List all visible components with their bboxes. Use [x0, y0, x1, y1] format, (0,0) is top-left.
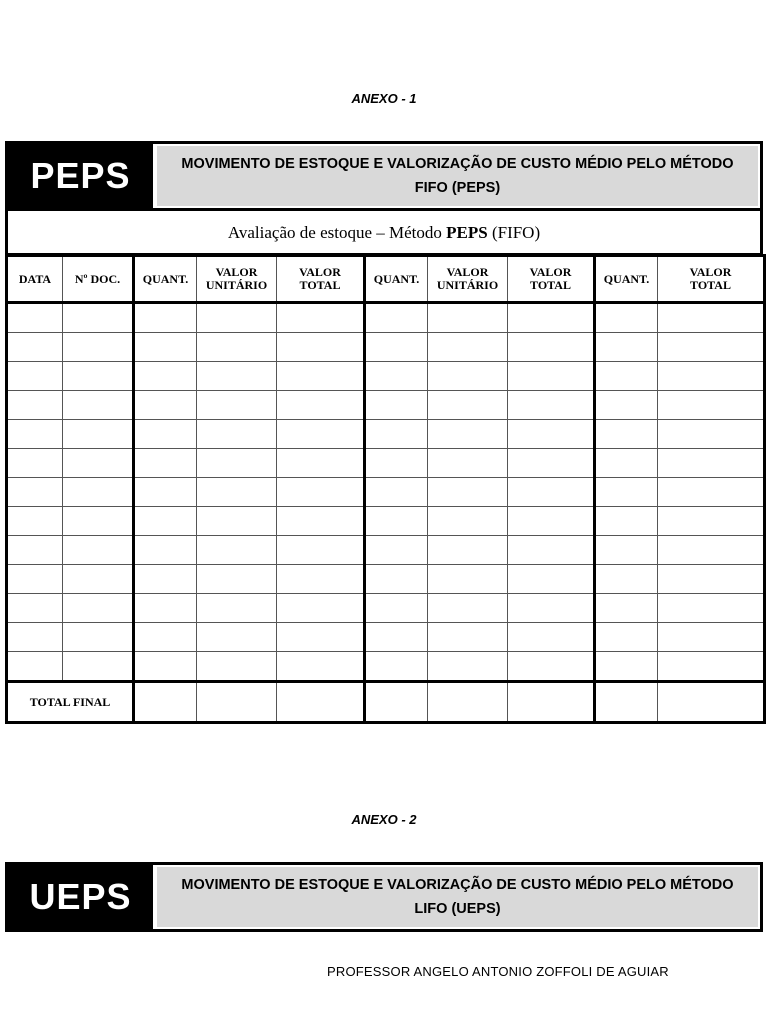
table-cell[interactable]: [428, 565, 508, 594]
table-header-row: [7, 256, 765, 303]
total-final-label: TOTAL FINAL: [7, 682, 134, 723]
table-cell[interactable]: [508, 362, 595, 391]
table-cell[interactable]: [508, 420, 595, 449]
column-header: [134, 256, 197, 303]
table-cell[interactable]: [365, 303, 428, 333]
table-cell[interactable]: [365, 333, 428, 362]
table-cell[interactable]: [63, 623, 134, 652]
total-cell[interactable]: [508, 682, 595, 723]
table-cell[interactable]: [7, 391, 63, 420]
table-cell[interactable]: [277, 449, 365, 478]
table-cell[interactable]: [428, 333, 508, 362]
table-row: [7, 478, 765, 507]
table-cell[interactable]: [658, 449, 765, 478]
table-cell[interactable]: [134, 391, 197, 420]
table-row: [7, 536, 765, 565]
table-cell[interactable]: [508, 391, 595, 420]
column-header: [508, 256, 595, 303]
column-header-line1: DATA: [18, 271, 52, 286]
table-cell[interactable]: [428, 652, 508, 682]
column-header: [428, 256, 508, 303]
table-cell[interactable]: [7, 478, 63, 507]
peps-description: [157, 146, 758, 206]
table-cell[interactable]: [7, 362, 63, 391]
table-cell[interactable]: [658, 303, 765, 333]
column-header-line1: VALOR: [299, 265, 341, 279]
table-cell[interactable]: [63, 565, 134, 594]
ueps-description: [157, 867, 758, 927]
table-cell[interactable]: [277, 420, 365, 449]
table-row: [7, 594, 765, 623]
table-cell[interactable]: [658, 420, 765, 449]
table-cell[interactable]: [508, 565, 595, 594]
table-cell[interactable]: [134, 478, 197, 507]
table-cell[interactable]: [658, 623, 765, 652]
total-cell[interactable]: [428, 682, 508, 723]
table-cell[interactable]: [365, 623, 428, 652]
total-cell[interactable]: [365, 682, 428, 723]
table-cell[interactable]: [595, 420, 658, 449]
total-cell[interactable]: [658, 682, 765, 723]
table-cell[interactable]: [595, 507, 658, 536]
table-cell[interactable]: [428, 303, 508, 333]
table-cell[interactable]: [197, 391, 277, 420]
column-header: [365, 256, 428, 303]
table-cell[interactable]: [134, 565, 197, 594]
peps-label: PEPS: [8, 144, 153, 208]
table-cell[interactable]: [197, 303, 277, 333]
table-cell[interactable]: [428, 594, 508, 623]
column-header-line1: Nº DOC.: [74, 271, 121, 286]
table-cell[interactable]: [365, 449, 428, 478]
table-cell[interactable]: [277, 303, 365, 333]
table-cell[interactable]: [134, 449, 197, 478]
table-cell[interactable]: [365, 565, 428, 594]
table-cell[interactable]: [197, 536, 277, 565]
table-cell[interactable]: [63, 303, 134, 333]
table-cell[interactable]: [365, 536, 428, 565]
table-cell[interactable]: [197, 652, 277, 682]
table-row: [7, 565, 765, 594]
table-cell[interactable]: [197, 623, 277, 652]
column-header-line1: QUANT.: [142, 271, 189, 286]
table-cell[interactable]: [658, 652, 765, 682]
table-cell[interactable]: [428, 449, 508, 478]
peps-header: [5, 141, 763, 211]
table-row: [7, 652, 765, 682]
total-cell[interactable]: [197, 682, 277, 723]
table-cell[interactable]: [197, 333, 277, 362]
total-cell[interactable]: [134, 682, 197, 723]
table-cell[interactable]: [63, 507, 134, 536]
table-cell[interactable]: [658, 478, 765, 507]
table-cell[interactable]: [595, 333, 658, 362]
table-cell[interactable]: [595, 391, 658, 420]
subtitle-text-bold: PEPS: [446, 223, 488, 242]
column-header-line1: VALOR: [689, 265, 732, 279]
ueps-header: [5, 862, 763, 932]
table-cell[interactable]: [7, 449, 63, 478]
table-cell[interactable]: [595, 449, 658, 478]
table-cell[interactable]: [197, 420, 277, 449]
table-cell[interactable]: [63, 391, 134, 420]
table-cell[interactable]: [428, 391, 508, 420]
stock-evaluation-subtitle: [5, 210, 763, 256]
column-header-line1: VALOR: [446, 265, 489, 279]
table-cell[interactable]: [508, 536, 595, 565]
table-cell[interactable]: [595, 594, 658, 623]
table-cell[interactable]: [277, 536, 365, 565]
table-cell[interactable]: [595, 303, 658, 333]
table-cell[interactable]: [508, 449, 595, 478]
table-cell[interactable]: [7, 536, 63, 565]
table-cell[interactable]: [595, 623, 658, 652]
table-cell[interactable]: [197, 362, 277, 391]
table-cell[interactable]: [134, 507, 197, 536]
table-cell[interactable]: [63, 478, 134, 507]
table-cell[interactable]: [197, 449, 277, 478]
table-cell[interactable]: [658, 362, 765, 391]
table-cell[interactable]: [365, 652, 428, 682]
table-cell[interactable]: [197, 594, 277, 623]
peps-description-line1: MOVIMENTO DE ESTOQUE E VALORIZAÇÃO DE CUSTO MÉDIO PELO MÉTODO: [181, 156, 734, 172]
column-header: [277, 256, 365, 303]
table-cell[interactable]: [277, 391, 365, 420]
column-header-line1: QUANT.: [603, 271, 650, 286]
table-cell[interactable]: [365, 507, 428, 536]
professor-footer: PROFESSOR ANGELO ANTONIO ZOFFOLI DE AGUIAR: [327, 964, 669, 979]
table-cell[interactable]: [595, 652, 658, 682]
column-header-line2: TOTAL: [299, 278, 341, 292]
table-cell[interactable]: [7, 507, 63, 536]
table-cell[interactable]: [63, 536, 134, 565]
table-cell[interactable]: [277, 478, 365, 507]
peps-description-line2: FIFO (PEPS): [414, 180, 501, 196]
table-cell[interactable]: [277, 652, 365, 682]
table-cell[interactable]: [134, 303, 197, 333]
table-cell[interactable]: [508, 594, 595, 623]
table-cell[interactable]: [428, 420, 508, 449]
table-cell[interactable]: [428, 623, 508, 652]
table-cell[interactable]: [365, 362, 428, 391]
table-cell[interactable]: [277, 565, 365, 594]
subtitle-text-pre: Avaliação de estoque – Método: [227, 223, 447, 242]
column-header-line2: UNITÁRIO: [436, 278, 499, 292]
table-cell[interactable]: [134, 536, 197, 565]
total-cell[interactable]: [277, 682, 365, 723]
table-cell[interactable]: [63, 594, 134, 623]
table-cell[interactable]: [595, 536, 658, 565]
total-cell[interactable]: [595, 682, 658, 723]
table-cell[interactable]: [365, 420, 428, 449]
table-cell[interactable]: [658, 536, 765, 565]
ueps-description-line2: LIFO (UEPS): [414, 901, 501, 917]
column-header: [595, 256, 658, 303]
table-cell[interactable]: [658, 391, 765, 420]
table-cell[interactable]: [7, 652, 63, 682]
table-cell[interactable]: [197, 507, 277, 536]
ueps-label: UEPS: [8, 865, 153, 929]
table-row: [7, 333, 765, 362]
table-cell[interactable]: [134, 333, 197, 362]
annex-1-title: ANEXO - 1: [351, 91, 417, 106]
column-header: [63, 256, 134, 303]
table-cell[interactable]: [63, 449, 134, 478]
table-cell[interactable]: [428, 478, 508, 507]
table-cell[interactable]: [197, 565, 277, 594]
table-cell[interactable]: [277, 362, 365, 391]
table-cell[interactable]: [428, 507, 508, 536]
table-cell[interactable]: [508, 303, 595, 333]
table-row: [7, 420, 765, 449]
table-cell[interactable]: [63, 652, 134, 682]
table-row: [7, 507, 765, 536]
table-cell[interactable]: [134, 623, 197, 652]
table-cell[interactable]: [134, 420, 197, 449]
table-cell[interactable]: [365, 478, 428, 507]
table-cell[interactable]: [277, 623, 365, 652]
table-row: [7, 362, 765, 391]
table-cell[interactable]: [658, 507, 765, 536]
column-header: [7, 256, 63, 303]
table-cell[interactable]: [7, 303, 63, 333]
table-cell[interactable]: [428, 536, 508, 565]
table-row: [7, 623, 765, 652]
table-cell[interactable]: [658, 565, 765, 594]
table-cell[interactable]: [658, 333, 765, 362]
table-cell[interactable]: [277, 507, 365, 536]
table-cell[interactable]: [508, 652, 595, 682]
table-cell[interactable]: [7, 333, 63, 362]
table-cell[interactable]: [508, 478, 595, 507]
column-header-line2: TOTAL: [530, 278, 571, 292]
column-header-line1: QUANT.: [373, 271, 420, 286]
table-row: [7, 391, 765, 420]
table-cell[interactable]: [277, 333, 365, 362]
subtitle-text-post: (FIFO): [487, 223, 541, 242]
column-header: [197, 256, 277, 303]
table-cell[interactable]: [63, 362, 134, 391]
table-cell[interactable]: [365, 391, 428, 420]
table-cell[interactable]: [134, 594, 197, 623]
table-cell[interactable]: [508, 507, 595, 536]
table-cell[interactable]: [134, 362, 197, 391]
table-cell[interactable]: [7, 565, 63, 594]
table-cell[interactable]: [365, 594, 428, 623]
column-header-line1: VALOR: [529, 265, 572, 279]
table-cell[interactable]: [428, 362, 508, 391]
table-cell[interactable]: [7, 623, 63, 652]
table-cell[interactable]: [658, 594, 765, 623]
table-cell[interactable]: [508, 333, 595, 362]
table-cell[interactable]: [63, 420, 134, 449]
table-row: [7, 449, 765, 478]
table-cell[interactable]: [595, 362, 658, 391]
table-cell[interactable]: [277, 594, 365, 623]
table-cell[interactable]: [7, 420, 63, 449]
table-row: [7, 303, 765, 333]
table-cell[interactable]: [508, 623, 595, 652]
fifo-stock-table: [5, 254, 766, 724]
table-cell[interactable]: [7, 594, 63, 623]
column-header-line1: VALOR: [215, 265, 258, 279]
table-cell[interactable]: [595, 478, 658, 507]
total-row: [7, 682, 765, 723]
column-header: [658, 256, 765, 303]
table-cell[interactable]: [134, 652, 197, 682]
annex-2-title: ANEXO - 2: [351, 812, 417, 827]
column-header-line2: UNITÁRIO: [205, 278, 268, 292]
ueps-description-line1: MOVIMENTO DE ESTOQUE E VALORIZAÇÃO DE CUSTO MÉDIO PELO MÉTODO: [181, 877, 734, 893]
table-cell[interactable]: [595, 565, 658, 594]
table-cell[interactable]: [63, 333, 134, 362]
column-header-line2: TOTAL: [690, 278, 731, 292]
table-cell[interactable]: [197, 478, 277, 507]
